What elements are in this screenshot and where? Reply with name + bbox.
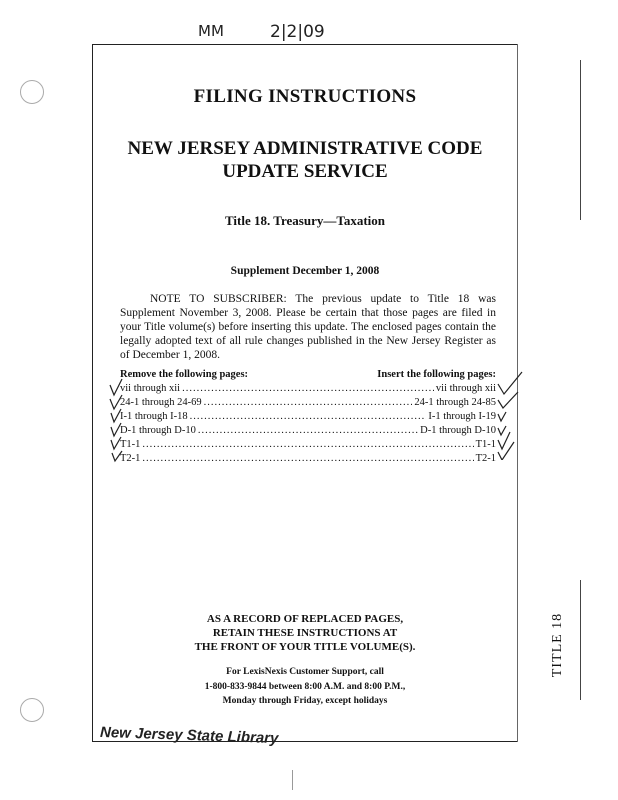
check-mark-icon [498,372,522,394]
page-row [120,411,496,425]
remove-range: I-1 through I-18 [120,411,188,422]
note-to-subscriber: NOTE TO SUBSCRIBER: The previous update to Title 18 was Supplement November 3, 2008. Please be certain that those pages are filed in your Title volume(s) before inserting this update. The enclosed pages contain the legally adopted text of all rule changes published in the New Jersey Register as of December 1, 2008. [120,293,496,361]
check-mark-icon [111,409,121,422]
page-row [120,383,496,397]
record-line-3: THE FRONT OF YOUR TITLE VOLUME(S). [194,641,416,653]
check-mark-icon [498,412,506,421]
title-tab-label: TITLE 18 [550,612,565,678]
remove-range: 24-1 through 24-69 [120,397,202,408]
check-mark-icon [110,395,122,409]
support-line-2: 1-800-833-9844 between 8:00 A.M. and 8:00 P.M., [204,682,406,692]
check-mark-icon [498,392,518,408]
check-mark-icon [498,432,510,449]
service-title-line1: NEW JERSEY ADMINISTRATIVE CODE [127,138,483,159]
leader-dots [142,439,473,450]
leader-dots [204,397,413,408]
handwritten-date: 2|2|09 [270,22,325,42]
title-tab [538,600,578,690]
tab-edge-line [580,60,581,220]
remove-range: T2-1 [120,453,141,464]
page-row [120,425,496,439]
check-mark-icon [110,379,122,395]
page-row [120,453,496,467]
check-marks-left [108,375,128,465]
remove-range: vii through xii [120,383,181,394]
insert-range: D-1 through D-10 [420,425,496,436]
insert-range: T2-1 [475,453,496,464]
leader-dots [190,411,427,422]
record-line-2: RETAIN THESE INSTRUCTIONS AT [212,627,398,639]
library-stamp: New Jersey State Library [99,723,279,748]
punch-hole-bottom [20,698,44,722]
check-marks-right [496,370,526,460]
remove-range: T1-1 [120,439,141,450]
check-mark-icon [112,451,122,461]
handwritten-initials: MM [198,22,224,40]
insert-range: vii through xii [435,383,496,394]
insert-range: T1-1 [475,439,496,450]
check-mark-icon [111,437,121,449]
remove-range: D-1 through D-10 [120,425,196,436]
insert-range: 24-1 through 24-85 [414,397,496,408]
page-row [120,439,496,453]
leader-dots [182,383,434,394]
supplement-date: Supplement December 1, 2008 [230,265,380,277]
insert-heading: Insert the following pages: [377,369,496,380]
leader-dots [142,453,473,464]
check-mark-icon [111,423,121,436]
record-line-1: AS A RECORD OF REPLACED PAGES, [206,613,404,625]
scan-mark [292,770,293,790]
insert-range: I-1 through I-19 [428,411,496,422]
page-frame-top [92,44,518,45]
support-line-3: Monday through Friday, except holidays [222,696,388,706]
punch-hole-top [20,80,44,104]
remove-heading: Remove the following pages: [120,369,249,380]
support-line-1: For LexisNexis Customer Support, call [226,667,384,677]
check-mark-icon [498,426,506,435]
page-title: FILING INSTRUCTIONS [193,86,417,107]
page-row [120,397,496,411]
title-subtitle: Title 18. Treasury—Taxation [225,213,385,228]
service-title-line2: UPDATE SERVICE [222,161,388,182]
leader-dots [198,425,418,436]
tab-edge-line [580,580,581,700]
